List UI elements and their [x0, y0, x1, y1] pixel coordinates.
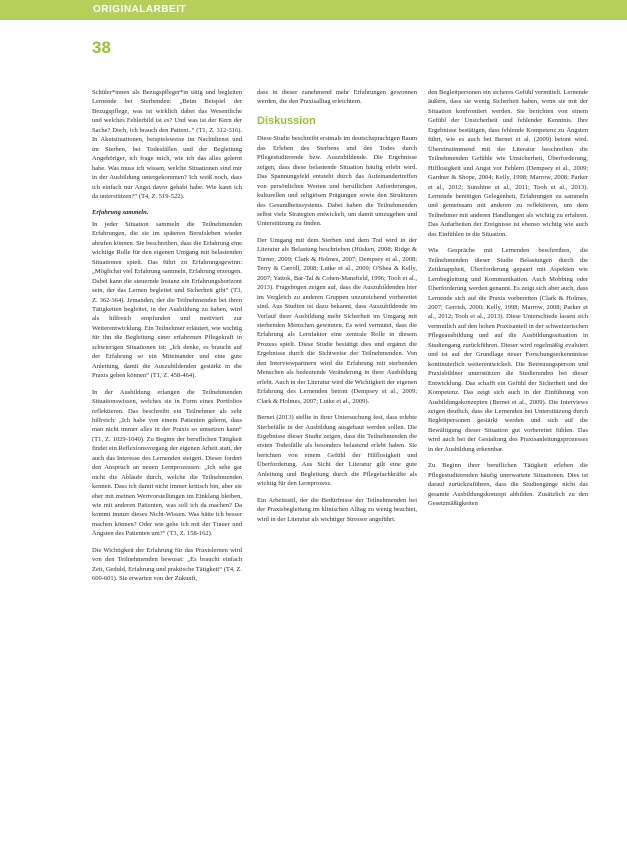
paragraph: Ein Arbeitsstil, der die Bedürfnisse der Teilnehmenden bei der Praxisbegleitung im klinischen Alltag zu wenig beachtet, wird in der Literatur als wichtiger Stressor angeführt.	[257, 496, 417, 523]
paragraph: dass in dieser zunehmend mehr Erfahrungen gewonnen werden, die den Praxisalltag erleichtern.	[257, 89, 417, 106]
subheading: Erfahrung sammeln.	[92, 209, 149, 217]
paragraph: den Begleitpersonen ein sicheres Gefühl vermittelt. Lernende äußern, dass sie wenig Sicherheit haben, wenn sie mit der Situation konfrontiert werden. Sie berichten von einem Gefühl der Unsicherheit und fehlender Kenntnis. Ihre Ergebnisse bestätigen, dass fehlende Kompetenz zu Ängsten führt, wie es auch bei Bernet et al. (2009) betont wird. Übereinstimmend mit der Literatur beschreiben die Teilnehmenden Gefühle wie Unsicherheit, Überforderung, Hilflosigkeit und Angst vor Fehlern (Dempsey et al., 2009; Gardner & Shope, 2004; Kelly, 1998; Marrow, 2008; Parker et al., 2012; Sunshine et al., 2011; Tooh et al., 2013). Lernende benötigen Gelegenheit, Erfahrungen zu sammeln und gemeinsam mit anderen zu reflektieren, um dem Teilnehmer mit anderen Handlungen als wichtig zu erfahren. Das Aufarbeiten der Ereignisse ist ebenso wichtig wie auch das Einfühlen in die Situation.	[428, 89, 588, 238]
header-bar	[0, 0, 627, 20]
paragraph: Wie Gespräche mit Lernenden beschreiben, die Teilnehmenden dieser Studie Belastungen durch die Zeitknappheit, Überforderung gepaart mit Aspekten wie Lernbegleitung und Kommunikation. Auch Mobbing oder Überforderung werden genannt. Es zeigt sich aber auch, dass Lernende sich auf die Praxis vorbereiten (Clark & Holmes, 2007; Gerrish, 2000; Kelly, 1998; Marrow, 2008; Parker et al., 2012; Tooh et al., 2013). Diese Unterschiede lassen sich vermutlich auf den hohen Praxisanteil in der schweizerischen Pflegeausbildung und auf die Ausbildungssituation in Studiengang zurückführen. Dieser wird regelmäßig evaluiert und ist auf der Grundlage neuer Forschungserkenntnisse kontinuierlich weiterentwickelt. Die Betreuungsperson und Praxisbildner unterstützen die Studierenden bei dieser Entwicklung. Das schafft ein Gefühl der Sicherheit und der Kompetenz. Das zeigt sich auch in der Einführung von Ausbildungskonzepten (Bernet et al., 2009). Die Interviews zeigen deutlich, dass die Lernenden bei Unterstützung durch Begleitpersonen gestärkt werden und sich auf die Bewältigung dieser Situation gut vorbereitet fühlen. Das wird auch bei der Gestaltung des Praxisanleitungsprozesses in der Ausbildung erkennbar.	[428, 247, 588, 453]
column-1	[92, 88, 242, 803]
paragraph: Schüler*innen als Bezugspfleger*in tätig und begleiten Lernende bei Sterbenden: „Beim Beispiel der Bezugspflege, was ist wirklich dabei das Wesentliche und welches Fehlerbild ist es? Und was ist der Kern der Sache? Doch, ich brauch den Patient..“ (T1, Z. 312-316). In Akutsituationen, beispielsweise im Nachtdienst und im Sterben, bei Todesfällen und der Begleitung Angehöriger, ich frage mich, wie ich das alles gelernt habe. Was muss ich wissen, welche Situationen sind mir in der Ausbildung untergekommen? Ich weiß noch, dass ich einfach nur Angst davor gehabt habe. Wie kann ich da unterstützen?“ (T4, Z. 519-522).	[92, 89, 242, 200]
section-heading: Diskussion	[257, 114, 316, 127]
paragraph: Die Wichtigkeit der Erfahrung für das Praxislernen wird von den Teilnehmenden bewusst: „Es braucht einfach Zeit, Geduld, Erfahrung und praktische Tätigkeit“ (T4, Z. 600-601). Sie erwarten von der Zukunft,	[92, 546, 242, 583]
paragraph: Diese Studie beschreibt erstmals im deutschsprachigen Raum das Erleben des Sterbens und des Todes durch Pflegestudierende bzw. Auszubildende. Die Ergebnisse zeigen, dass diese belastende Situation häufig erlebt wird. Das Spannungsfeld entsteht durch das Aufeinandertreffen von persönlichen Werten und beruflichen Anforderungen, kulturellen und religiösen Prägungen sowie den Strukturen des Gesundheitssystems. Dabei haben die Teilnehmenden selbst viele Strategien entwickelt, um damit umzugehen und Unterstützung zu finden.	[257, 135, 417, 228]
page-number: 38	[92, 38, 111, 57]
paragraph: Bernet (2013) stellte in ihrer Untersuchung fest, dass erlebte Sterbefälle in der Ausbildung ausgebaut werden sollen. Die Ergebnisse dieser Studie zeigen, dass die Teilnehmenden die ersten Todesfälle als besonders belastend erlebt haben. Sie berichten von einem Gefühl der Hilflosigkeit und Überforderung. Aus Sicht der Literatur gilt eine gute Anleitung und Begleitung durch die Pflegefachkräfte als wichtig für den Lernprozess.	[257, 414, 417, 488]
column-2	[257, 88, 417, 803]
paragraph: In jeder Situation sammeln die Teilnehmenden Erfahrungen, die sie im späteren Berufsleben wieder abrufen können. Sie beschreiben, dass die Erfahrung eine wichtige Rolle für den eigenen Umgang mit belastenden Situationen spielt. Das führt zu Erfahrungsgewinn: „Möglichst viel Erfahrung sammeln, Erfahrung erzeugen. Dabei kann die steuernde Instanz ein Erfahrungshorizont sein, der das Lernen begleitet und Sicherheit gibt“ (T3, Z. 362-364). Jemanden, der die Teilnehmenden bei ihren Tätigkeiten begleitet, in der Ausbildung zu haben, wird als hilfreich empfunden und motiviert zur Weiterentwicklung. Ein Teilnehmer erläutert, wie wichtig für ihn die Begleitung einer erfahrenen Pflegekraft in schwierigen Situationen ist: „Ich denke, es braucht auf der Erfahrung so ein Miteinander und eine gute Anleitung, damit die Auszubildenden gestärkt in die Praxis gehen können“ (T1, Z. 458-464).	[92, 220, 242, 380]
column-3	[428, 88, 588, 840]
paragraph: Zu Beginn ihrer beruflichen Tätigkeit erleben die Pflegestudierenden häufig unerwartete Situationen. Dies ist darauf zurückzuführen, dass die Studiengänge nicht das gesamte Ausbildungskonzept abbilden. Zusätzlich zu den Gesetzmäßigkeiten	[428, 462, 588, 508]
paragraph: In der Ausbildung erlangen die Teilnehmenden Situationswissen, welches sie in Form eines Portfolios reflektieren. Das beschreibt ein Teilnehmer als sehr hilfreich: „Ich habe von einem Patienten gelernt, dass man nicht immer alles in der Praxis so umsetzen kann“ (T1, Z. 1029-1040). Zu Beginn der beruflichen Tätigkeit findet ein Reflexionsvorgang der eigenen Arbeit statt, der auch das Interesse des Lernenden steigert. Dieser fordert den Anspruch an neuen Lernprozessen: „Ich sehe gar nicht die Abläufe durch, welche die Teilnehmenden kennen. Dass ich damit nicht immer kritisch bin, aber sie eher mit meinen Wertvorstellungen im Einklang bleiben, wie mit anderen Patienten, was soll ich da machen? Da kommt immer dieses Nicht-Wissen. Was hätte ich besser machen können? Oder wie gehe ich mit der Trauer und Ängsten des Patienten um?“ (T3, Z. 158-162).	[92, 388, 242, 538]
paragraph: Der Umgang mit dem Sterben und dem Tod wird in der Literatur als Belastung beschrieben (Hüsken, 2008; Ridge & Turner, 2009; Clark & Holmes, 2007; Dempsey et al., 2008; Terry & Carroll, 2008; Lutke et al., 2009; O'Shea & Kelly, 2007; Yattok, Bar-Tal & Cohen-Mansfield, 1996; Tooh et al., 2013). Fragebögen zeigen auf, dass die Auszubildenden hier im Vergleich zu anderen Gruppen unzureichend vorbereitet sind. Aus Studien ist dazu bekannt, dass Auszubildende im Verlauf ihrer Ausbildung mehr Sicherheit im Umgang mit sterbenden Menschen gewinnen. Es wird vermutet, dass die Erfahrung als Lernfaktor eine zentrale Rolle in diesem Prozess spielt. Diese Studie bestätigt dies und ergänzt die Ergebnisse durch die Sichtweise der Teilnehmenden. Von den Interviewpartnern wird die Erfahrung mit sterbenden Menschen als bedeutende Veränderung in ihrer Ausbildung erlebt. Auch in der Literatur wird die Wichtigkeit der eigenen Erfahrung des Lernenden betont (Dempsey et al., 2009; Clark & Holmes, 2007; Lutke et al., 2009).	[257, 236, 417, 405]
section-label: ORIGINALARBEIT	[93, 4, 187, 15]
